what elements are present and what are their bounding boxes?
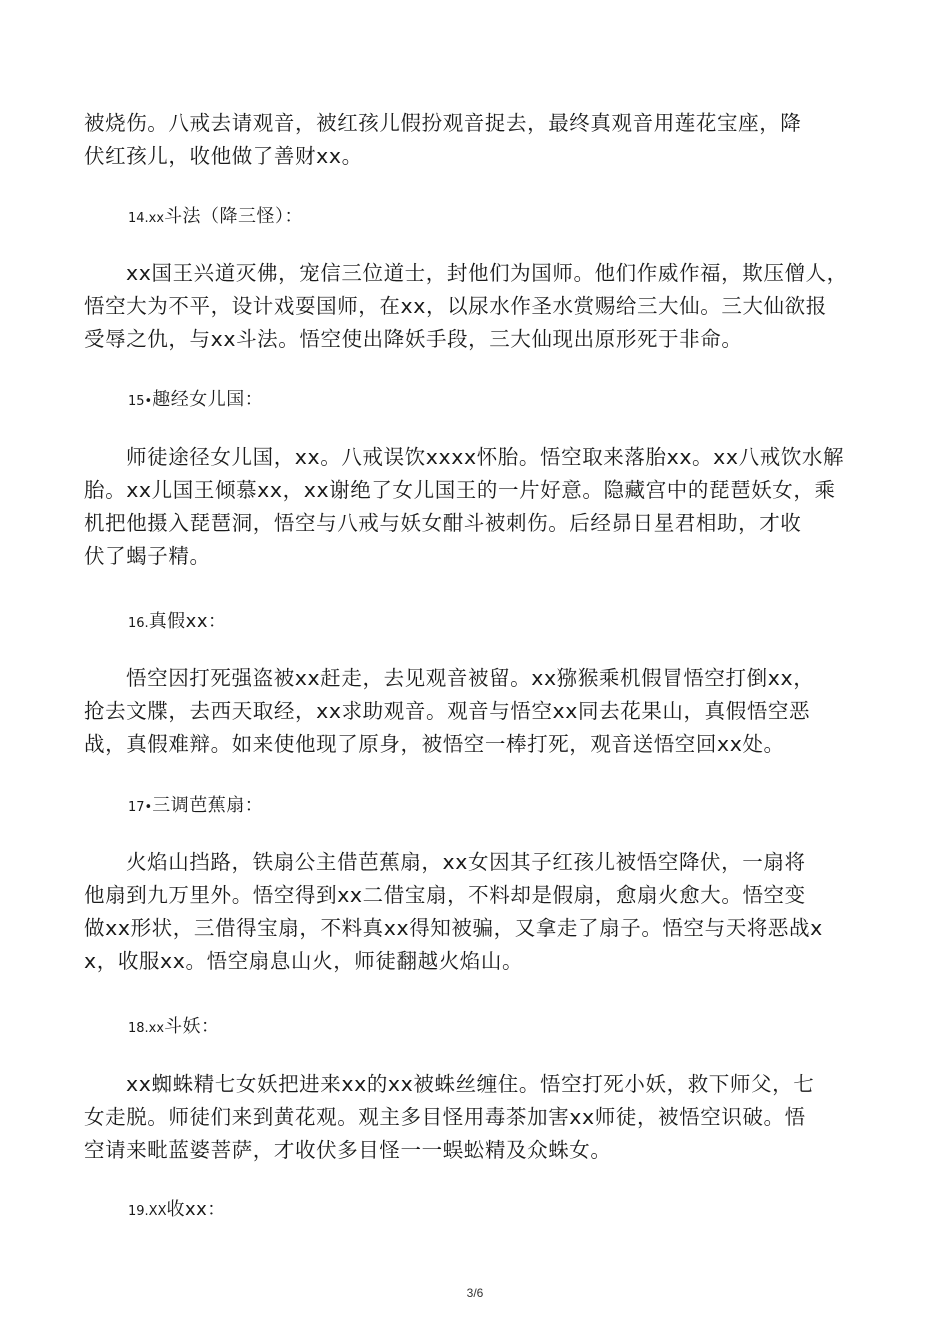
- text-line: 空请来毗蓝婆菩萨，才收伏多目怪一一蜈蚣精及众蛛女。: [84, 1138, 612, 1162]
- section-heading-19: [84, 1196, 918, 1226]
- section-heading-17: [84, 792, 918, 822]
- section-title: 真假xx：: [148, 611, 227, 632]
- paragraph-15: [84, 441, 874, 573]
- paragraph-13-continuation: [84, 107, 874, 173]
- text-line: 机把他摄入琵琶洞，悟空与八戒与妖女酣斗被刺伤。后经昴日星君相助，才收: [84, 511, 802, 535]
- text-line: 伏红孩儿，收他做了善财xx。: [84, 144, 363, 168]
- section-title: 三调芭蕉扇：: [152, 795, 264, 816]
- text-line: 战，真假难辩。如来使他现了原身，被悟空一棒打死，观音送悟空回xx处。: [84, 732, 785, 756]
- paragraph-14: [84, 257, 874, 356]
- section-heading-15: [84, 386, 918, 416]
- text-line: 他扇到九万里外。悟空得到xx二借宝扇，不料却是假扇，愈扇火愈大。悟空变: [84, 883, 806, 907]
- section-title: 斗妖：: [164, 1016, 220, 1037]
- text-line: 被烧伤。八戒去请观音，被红孩儿假扮观音捉去，最终真观音用莲花宝座，降: [84, 111, 802, 135]
- text-line: x，收服xx。悟空扇息山火，师徒翻越火焰山。: [84, 949, 524, 973]
- page-number: 3/6: [466, 1286, 484, 1300]
- text-line: 悟空因打死强盗被xx赶走，去见观音被留。xx猕猴乘机假冒悟空打倒xx，: [126, 666, 815, 690]
- section-title: 斗法（降三怪）：: [164, 206, 304, 227]
- text-line: 做xx形状，三借得宝扇，不料真xx得知被骗，又拿走了扇子。悟空与天将恶战x: [84, 916, 823, 940]
- text-line: 胎。xx儿国王倾慕xx，xx谢绝了女儿国王的一片好意。隐藏宫中的琵琶妖女，乘: [84, 478, 836, 502]
- text-line: 悟空大为不平，设计戏耍国师，在xx，以尿水作圣水赏赐给三大仙。三大仙欲报: [84, 294, 827, 318]
- text-line: 受辱之仇，与xx斗法。悟空使出降妖手段，三大仙现出原形死于非命。: [84, 327, 743, 351]
- section-number: 18.xx: [128, 1021, 165, 1036]
- section-title: 收xx：: [166, 1199, 226, 1220]
- section-title: 趣经女儿国：: [152, 389, 264, 410]
- section-heading-18: [84, 1013, 918, 1043]
- text-line: 伏了蝎子精。: [84, 544, 211, 568]
- section-heading-14: [84, 203, 918, 233]
- section-number: 15•: [128, 394, 153, 409]
- text-line: 师徒途径女儿国，xx。八戒误饮xxxx怀胎。悟空取来落胎xx。xx八戒饮水解: [126, 445, 845, 469]
- section-number: 19.XX: [128, 1204, 167, 1219]
- text-line: 火焰山挡路，铁扇公主借芭蕉扇，xx女因其子红孩儿被悟空降伏，一扇将: [126, 850, 806, 874]
- paragraph-17: [84, 846, 874, 978]
- text-line: 女走脱。师徒们来到黄花观。观主多目怪用毒茶加害xx师徒，被悟空识破。悟: [84, 1105, 806, 1129]
- paragraph-16: [84, 662, 874, 761]
- text-line: xx蜘蛛精七女妖把进来xx的xx被蛛丝缠住。悟空打死小妖，救下师父，七: [126, 1072, 815, 1096]
- paragraph-18: [84, 1068, 874, 1167]
- section-number: 14.xx: [128, 211, 165, 226]
- section-number: 16.: [128, 616, 149, 631]
- text-line: 抢去文牒，去西天取经，xx求助观音。观音与悟空xx同去花果山，真假悟空恶: [84, 699, 811, 723]
- section-heading-16: [84, 608, 918, 638]
- text-line: xx国王兴道灭佛，宠信三位道士，封他们为国师。他们作威作福，欺压僧人，: [126, 261, 848, 285]
- section-number: 17•: [128, 800, 153, 815]
